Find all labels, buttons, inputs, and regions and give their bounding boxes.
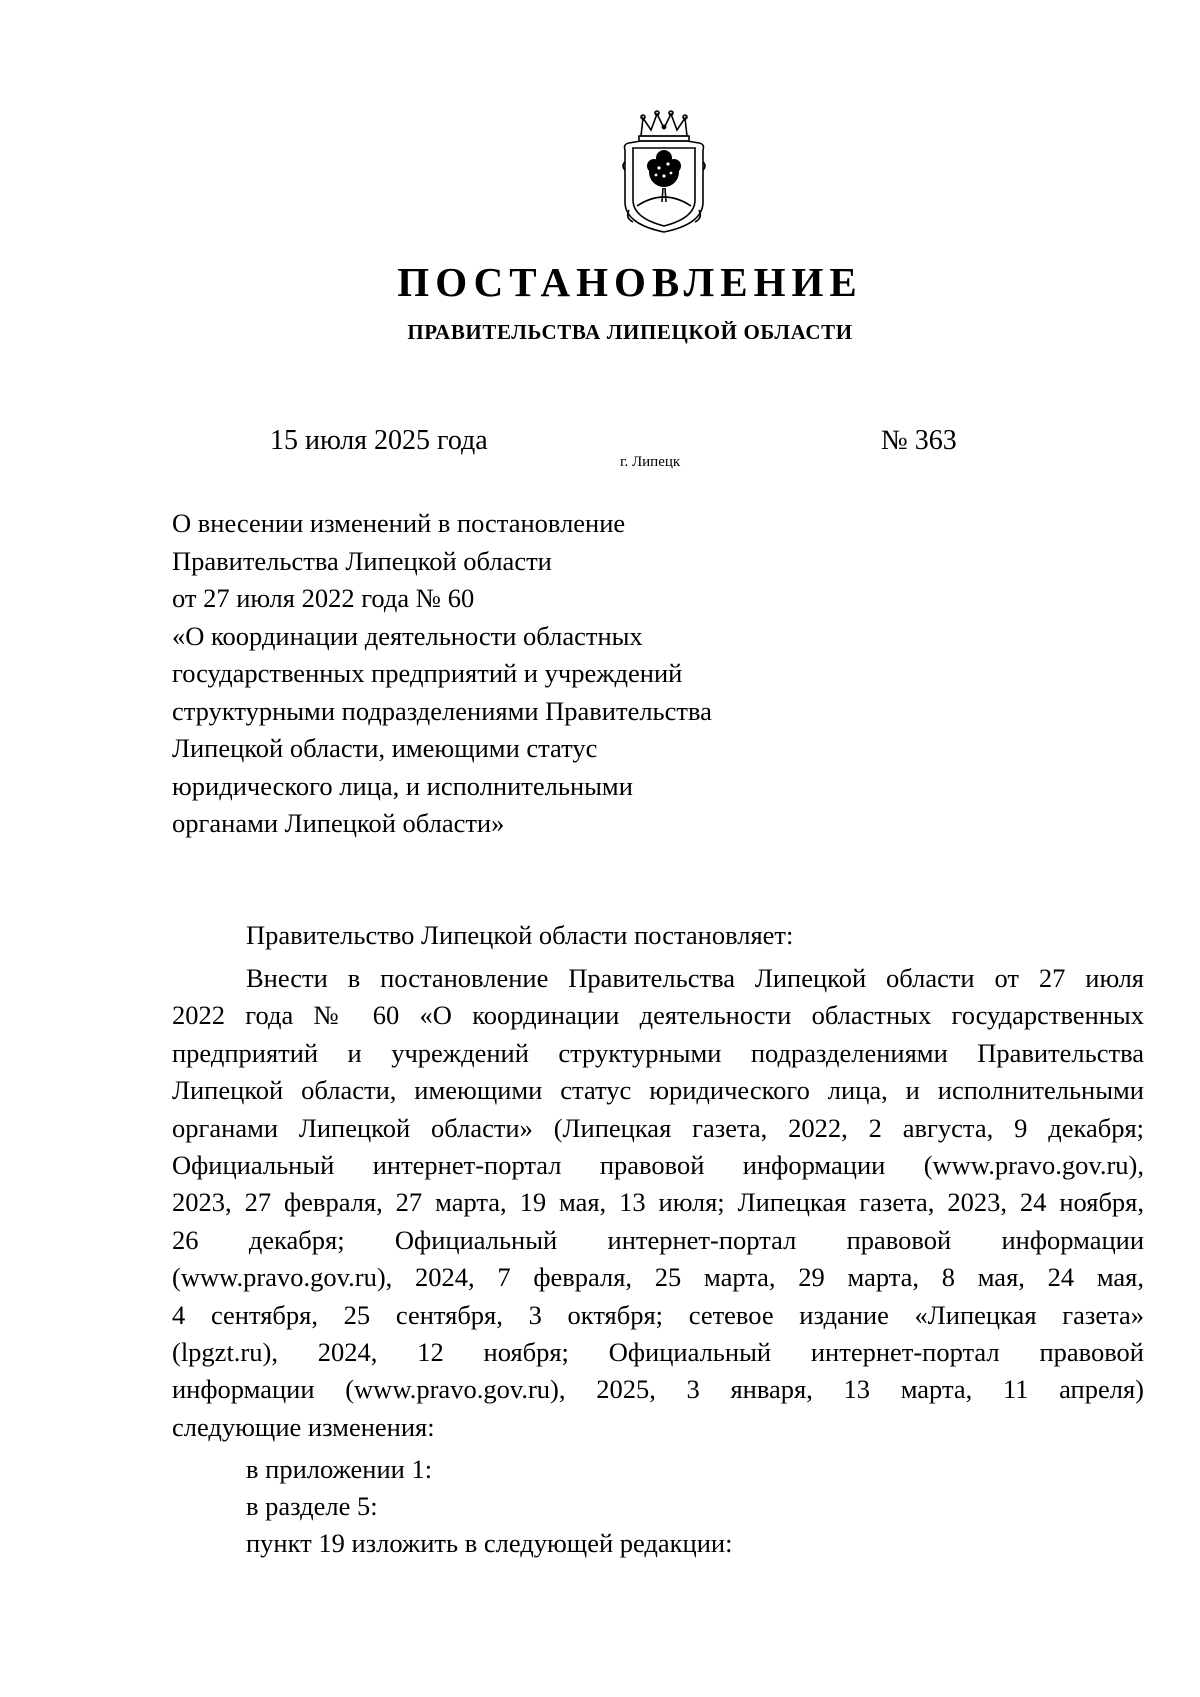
title-line: органами Липецкой области» — [172, 808, 505, 838]
paragraph-line: информации (www.pravo.gov.ru), 2025, 3 января, 13 марта, 11 апреля) — [172, 1374, 1144, 1405]
title-line: О внесении изменений в постановление — [172, 508, 626, 538]
paragraph-line: 26 декабря; Официальный интернет-портал правовой информации — [172, 1224, 1144, 1255]
issuing-authority: ПРАВИТЕЛЬСТВА ЛИПЕЦКОЙ ОБЛАСТИ — [407, 320, 853, 344]
document-date: 15 июля 2025 года — [270, 425, 488, 456]
paragraph-line: следующие изменения: — [172, 1411, 435, 1442]
paragraph-line: (lpgzt.ru), 2024, 12 ноября; Официальный интернет-портал правовой — [172, 1337, 1144, 1368]
paragraph-line: 2023, 27 февраля, 27 марта, 19 мая, 13 июля; Липецкая газета, 2023, 24 ноября, — [172, 1187, 1144, 1218]
title-line: «О координации деятельности областных — [172, 620, 643, 651]
lipetsk-coat-of-arms-emblem — [619, 110, 709, 236]
title-line: структурными подразделениями Правительства — [172, 695, 712, 726]
paragraph-line: Внести в постановление Правительства Липецкой области от 27 июля — [246, 963, 1144, 993]
document-title — [172, 505, 792, 843]
document-city: г. Липецк — [620, 454, 681, 470]
paragraph-line: 4 сентября, 25 сентября, 3 октября; сетевое издание «Липецкая газета» — [172, 1299, 1144, 1330]
amendment-line: в приложении 1: — [246, 1454, 433, 1484]
title-line: юридического лица, и исполнительными — [172, 770, 633, 801]
document-number: № 363 — [881, 425, 957, 456]
paragraph-line: (www.pravo.gov.ru), 2024, 7 февраля, 25 марта, 29 марта, 8 мая, 24 мая, — [172, 1262, 1144, 1293]
title-line: государственных предприятий и учреждений — [172, 658, 683, 688]
paragraph-line: 2022 года № 60 «О координации деятельности областных государственных — [172, 1000, 1144, 1031]
title-line: от 27 июля 2022 года № 60 — [172, 583, 475, 613]
body-paragraph — [172, 960, 1144, 1446]
amendment-line: пункт 19 изложить в следующей редакции: — [246, 1528, 733, 1558]
paragraph-line: Официальный интернет-портал правовой информации (www.pravo.gov.ru), — [172, 1150, 1144, 1181]
amendment-line: в разделе 5: — [246, 1491, 378, 1521]
paragraph-line: предприятий и учреждений структурными подразделениями Правительства — [172, 1037, 1144, 1068]
decree-statement: Правительство Липецкой области постановляет: — [246, 920, 794, 950]
paragraph-line: органами Липецкой области» (Липецкая газета, 2022, 2 августа, 9 декабря; — [172, 1112, 1144, 1143]
title-line: Липецкой области, имеющими статус — [172, 733, 598, 763]
document-type-heading: ПОСТАНОВЛЕНИЕ — [397, 259, 863, 305]
paragraph-line: Липецкой области, имеющими статус юридического лица, и исполнительными — [172, 1075, 1144, 1106]
title-line: Правительства Липецкой области — [172, 545, 552, 576]
